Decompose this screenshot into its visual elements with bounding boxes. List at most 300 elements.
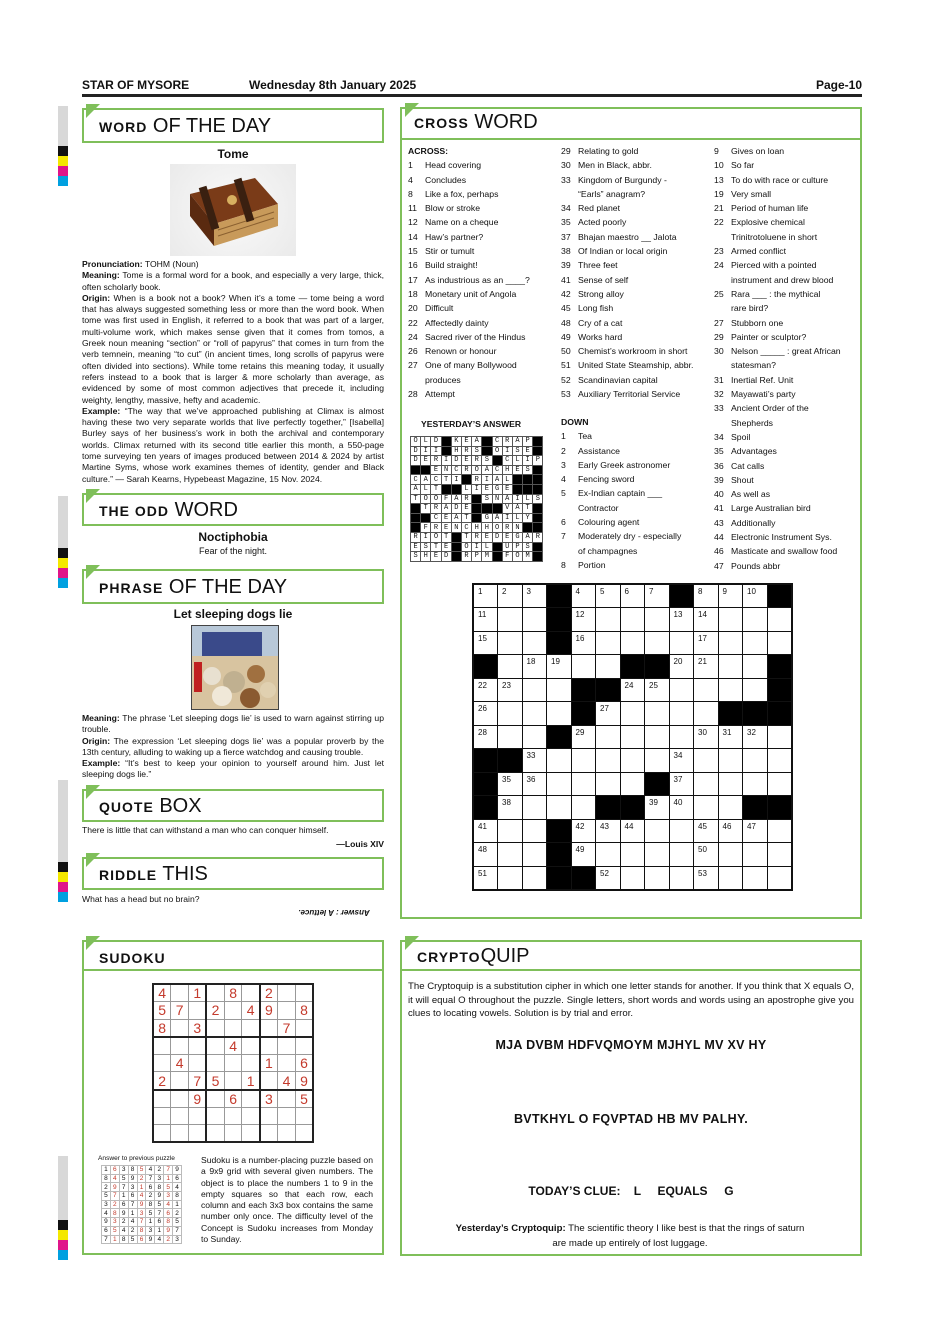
crossword-cell[interactable] — [498, 866, 523, 890]
sudoku-cell[interactable] — [206, 1019, 224, 1037]
clue-number: 34 — [561, 203, 571, 214]
sudoku-cell[interactable] — [278, 1002, 296, 1020]
sudoku-cell[interactable] — [295, 1019, 313, 1037]
crossword-cell[interactable] — [620, 772, 645, 796]
sudoku-cell[interactable] — [206, 984, 224, 1002]
crossword-cell[interactable] — [669, 702, 694, 726]
answer-block — [512, 484, 522, 494]
crossword-cell[interactable] — [498, 819, 523, 843]
crossword-cell[interactable] — [669, 749, 694, 773]
crossword-cell[interactable] — [522, 866, 547, 890]
crossword-cell[interactable] — [743, 608, 768, 632]
sudoku-cell[interactable] — [171, 1125, 189, 1143]
crossword-cell[interactable] — [620, 584, 645, 608]
answer-cell: E — [512, 465, 522, 475]
crossword-cell[interactable] — [694, 796, 719, 820]
answer-cell: R — [461, 465, 471, 475]
crossword-block — [645, 655, 670, 679]
sudoku-cell[interactable] — [242, 1019, 260, 1037]
crossword-cell[interactable] — [718, 772, 743, 796]
crossword-cell[interactable] — [694, 772, 719, 796]
sudoku-cell[interactable] — [260, 1107, 278, 1125]
cell-number: 50 — [698, 845, 707, 854]
answer-cell: K — [451, 437, 461, 447]
crossword-cell[interactable] — [743, 843, 768, 867]
crossword-cell[interactable] — [498, 702, 523, 726]
crossword-cell[interactable] — [596, 819, 621, 843]
crossword-cell[interactable] — [596, 843, 621, 867]
crossword-cell[interactable] — [743, 655, 768, 679]
clue-number: 33 — [714, 403, 724, 414]
clue-item — [561, 387, 693, 401]
answer-block — [451, 542, 461, 552]
sudoku-cell[interactable] — [171, 1107, 189, 1125]
crossword-cell[interactable] — [571, 631, 596, 655]
sudoku-cell[interactable] — [242, 984, 260, 1002]
clue-item — [714, 287, 841, 301]
crossword-cell[interactable] — [743, 819, 768, 843]
sudoku-cell[interactable] — [260, 1125, 278, 1143]
sudoku-cell[interactable] — [224, 1125, 242, 1143]
sudoku-cell[interactable] — [224, 1072, 242, 1090]
crossword-cell[interactable] — [718, 631, 743, 655]
crossword-cell[interactable] — [645, 749, 670, 773]
clue-number: 10 — [714, 160, 724, 171]
crossword-cell[interactable] — [547, 702, 572, 726]
sudoku-cell[interactable] — [206, 1054, 224, 1072]
answer-cell: I — [502, 513, 512, 523]
answer-cell: E — [461, 456, 471, 466]
crossword-cell[interactable] — [669, 655, 694, 679]
riddle-question: What has a head but no brain? — [82, 894, 200, 904]
prev-sudoku-cell: 2 — [102, 1183, 111, 1192]
clue-number: 40 — [714, 489, 724, 500]
crossword-cell[interactable] — [522, 796, 547, 820]
prev-sudoku-cell: 7 — [128, 1200, 137, 1209]
clue-number: 33 — [561, 174, 571, 185]
sudoku-cell[interactable] — [189, 1002, 207, 1020]
crossword-cell[interactable] — [669, 796, 694, 820]
prev-sudoku-cell: 2 — [164, 1235, 173, 1244]
crossword-cell[interactable] — [596, 631, 621, 655]
clue-item — [408, 273, 530, 287]
sudoku-cell[interactable] — [153, 1037, 171, 1055]
sudoku-cell[interactable] — [242, 1090, 260, 1108]
crossword-cell[interactable] — [694, 819, 719, 843]
crossword-cell[interactable] — [620, 702, 645, 726]
crossword-cell[interactable] — [522, 702, 547, 726]
sudoku-cell: 3 — [189, 1019, 207, 1037]
crossword-cell[interactable] — [571, 655, 596, 679]
clue-item — [561, 301, 693, 315]
crossword-cell[interactable] — [767, 819, 792, 843]
answer-cell: L — [512, 456, 522, 466]
sudoku-cell[interactable] — [206, 1037, 224, 1055]
crossword-cell[interactable] — [669, 819, 694, 843]
sudoku-cell: 5 — [295, 1090, 313, 1108]
sudoku-cell[interactable] — [189, 1125, 207, 1143]
sudoku-cell[interactable] — [189, 1037, 207, 1055]
crossword-cell[interactable] — [767, 608, 792, 632]
prev-sudoku-cell: 5 — [146, 1209, 155, 1218]
crossword-cell[interactable] — [473, 702, 498, 726]
crossword-cell[interactable] — [645, 608, 670, 632]
crossword-cell[interactable] — [743, 749, 768, 773]
sudoku-cell[interactable] — [295, 984, 313, 1002]
crossword-cell[interactable] — [473, 819, 498, 843]
answer-cell: E — [441, 542, 451, 552]
clue-item — [714, 501, 841, 515]
crossword-cell[interactable] — [669, 725, 694, 749]
crossword-cell[interactable] — [718, 866, 743, 890]
crossword-cell[interactable] — [473, 608, 498, 632]
clue-number: 8 — [408, 188, 413, 199]
crossword-cell[interactable] — [694, 608, 719, 632]
crossword-cell[interactable] — [498, 631, 523, 655]
cell-number: 33 — [526, 751, 536, 760]
crossword-cell[interactable] — [743, 631, 768, 655]
crossword-cell[interactable] — [694, 749, 719, 773]
answer-cell: S — [512, 446, 522, 456]
crossword-cell[interactable] — [596, 702, 621, 726]
sudoku-cell[interactable] — [171, 1019, 189, 1037]
crossword-cell[interactable] — [522, 678, 547, 702]
phrase-title: PHRASE OF THE DAY — [99, 576, 288, 598]
answer-block — [492, 542, 502, 552]
crossword-cell[interactable] — [718, 796, 743, 820]
crossword-cell[interactable] — [498, 678, 523, 702]
prev-sudoku-cell: 5 — [173, 1218, 182, 1227]
answer-cell: R — [502, 437, 512, 447]
crossword-cell[interactable] — [596, 655, 621, 679]
sudoku-cell[interactable] — [278, 1090, 296, 1108]
sudoku-cell[interactable] — [153, 1054, 171, 1072]
crossword-cell[interactable] — [669, 631, 694, 655]
crossword-cell[interactable] — [767, 843, 792, 867]
sudoku-cell[interactable] — [189, 1107, 207, 1125]
cell-number: 7 — [649, 587, 654, 596]
crossword-cell[interactable] — [522, 843, 547, 867]
crossword-cell[interactable] — [718, 584, 743, 608]
crossword-block — [767, 678, 792, 702]
crossword-cell[interactable] — [767, 866, 792, 890]
answer-cell: I — [431, 446, 441, 456]
sudoku-cell[interactable] — [242, 1107, 260, 1125]
answer-cell: P — [472, 552, 482, 562]
crossword-cell[interactable] — [596, 584, 621, 608]
crossword-cell[interactable] — [522, 725, 547, 749]
sudoku-cell[interactable] — [224, 1107, 242, 1125]
crossword-cell[interactable] — [522, 584, 547, 608]
crossword-cell[interactable] — [498, 584, 523, 608]
answer-cell: C — [492, 465, 502, 475]
answer-cell: G — [512, 532, 522, 542]
cell-number: 26 — [478, 704, 487, 713]
prev-sudoku-cell: 6 — [146, 1183, 155, 1192]
clue-number: 22 — [408, 317, 418, 328]
prev-sudoku-cell: 6 — [164, 1209, 173, 1218]
crossword-cell[interactable] — [645, 678, 670, 702]
crossword-cell[interactable] — [522, 608, 547, 632]
sudoku-cell[interactable] — [171, 1090, 189, 1108]
registration-black — [58, 1220, 68, 1230]
crossword-cell[interactable] — [547, 749, 572, 773]
answer-cell: N — [441, 465, 451, 475]
prev-sudoku-cell: 5 — [128, 1235, 137, 1244]
cell-number: 18 — [526, 657, 536, 666]
crossword-cell[interactable] — [571, 725, 596, 749]
crossword-cell[interactable] — [669, 772, 694, 796]
clue-number: 32 — [714, 389, 724, 400]
crossword-cell[interactable] — [620, 725, 645, 749]
sudoku-cell[interactable] — [295, 1037, 313, 1055]
crossword-cell[interactable] — [596, 772, 621, 796]
answer-cell: E — [502, 484, 512, 494]
sudoku-cell[interactable] — [153, 1125, 171, 1143]
crossword-cell[interactable] — [596, 749, 621, 773]
crossword-cell[interactable] — [620, 631, 645, 655]
clue-text: Gives on loan — [731, 146, 785, 156]
clue-item — [561, 144, 693, 158]
crossword-cell[interactable] — [620, 843, 645, 867]
answer-block — [523, 484, 533, 494]
sudoku-cell[interactable] — [242, 1125, 260, 1143]
crossword-cell[interactable] — [694, 655, 719, 679]
crossword-cell[interactable] — [669, 608, 694, 632]
clue-item — [408, 158, 530, 172]
crossword-cell[interactable] — [571, 608, 596, 632]
answer-cell: S — [472, 446, 482, 456]
answer-block — [533, 513, 543, 523]
sudoku-cell[interactable] — [171, 1037, 189, 1055]
crossword-cell[interactable] — [571, 772, 596, 796]
crossword-block — [645, 772, 670, 796]
crossword-cell[interactable] — [743, 584, 768, 608]
crossword-cell[interactable] — [547, 796, 572, 820]
crossword-cell[interactable] — [473, 631, 498, 655]
sudoku-cell: 5 — [206, 1072, 224, 1090]
crossword-cell[interactable] — [743, 866, 768, 890]
crossword-cell[interactable] — [498, 843, 523, 867]
answer-cell: R — [431, 504, 441, 514]
answer-cell: E — [431, 465, 441, 475]
cell-number: 15 — [478, 633, 487, 643]
crossword-cell[interactable] — [694, 584, 719, 608]
crossword-cell[interactable] — [743, 772, 768, 796]
crossword-cell[interactable] — [767, 772, 792, 796]
cell-number: 3 — [526, 587, 531, 596]
crossword-cell[interactable] — [596, 608, 621, 632]
prev-sudoku-cell: 7 — [110, 1192, 119, 1201]
sudoku-cell[interactable] — [278, 1054, 296, 1072]
sudoku-cell[interactable] — [153, 1107, 171, 1125]
crossword-cell[interactable] — [547, 678, 572, 702]
crossword-cell[interactable] — [718, 655, 743, 679]
clue-text: Renown or honour — [425, 346, 497, 357]
sudoku-cell[interactable] — [206, 1125, 224, 1143]
sudoku-cell: 8 — [295, 1002, 313, 1020]
crossword-cell[interactable] — [645, 631, 670, 655]
crossword-cell[interactable] — [694, 678, 719, 702]
crossword-cell[interactable] — [522, 772, 547, 796]
sudoku-cell[interactable] — [278, 984, 296, 1002]
sudoku-cell[interactable] — [278, 1037, 296, 1055]
prev-sudoku-cell: 6 — [155, 1218, 164, 1227]
clue-text: Difficult — [425, 303, 454, 314]
crossword-cell[interactable] — [645, 725, 670, 749]
crossword-cell[interactable] — [669, 678, 694, 702]
crossword-cell[interactable] — [473, 678, 498, 702]
crossword-title-rule — [400, 138, 862, 140]
clue-item — [714, 316, 841, 330]
sudoku-cell[interactable] — [189, 1054, 207, 1072]
sudoku-cell[interactable] — [278, 1107, 296, 1125]
sudoku-cell[interactable] — [224, 1019, 242, 1037]
registration-black — [58, 548, 68, 558]
sudoku-cell[interactable] — [295, 1125, 313, 1143]
crossword-cell[interactable] — [498, 796, 523, 820]
sudoku-cell[interactable] — [260, 1037, 278, 1055]
crossword-cell[interactable] — [620, 819, 645, 843]
cell-number: 43 — [600, 821, 609, 831]
registration-cyan — [58, 892, 68, 902]
crossword-cell[interactable] — [620, 866, 645, 890]
sudoku-cell[interactable] — [278, 1125, 296, 1143]
crossword-cell[interactable] — [498, 608, 523, 632]
clue-item — [561, 429, 681, 443]
crossword-cell[interactable] — [547, 655, 572, 679]
answer-block — [421, 513, 431, 523]
answer-cell: T — [421, 504, 431, 514]
sudoku-cell[interactable] — [171, 1072, 189, 1090]
crossword-cell[interactable] — [571, 819, 596, 843]
crossword-cell[interactable] — [522, 631, 547, 655]
crossword-cell[interactable] — [522, 749, 547, 773]
clue-item — [714, 401, 841, 415]
crossword-cell[interactable] — [718, 749, 743, 773]
answer-block — [441, 437, 451, 447]
phrase-origin: Origin: The expression ‘Let sleeping dogs lie’ was a popular proverb by the 13th century, alluding to waking up a fierce watchdog and causing trouble. — [82, 735, 384, 757]
crossword-cell[interactable] — [718, 819, 743, 843]
crossword-cell[interactable] — [571, 749, 596, 773]
crossword-cell[interactable] — [596, 866, 621, 890]
crossword-cell[interactable] — [547, 772, 572, 796]
crossword-block — [473, 749, 498, 773]
answer-cell: P — [512, 542, 522, 552]
crossword-cell[interactable] — [571, 584, 596, 608]
crossword-cell[interactable] — [694, 843, 719, 867]
crossword-cell[interactable] — [498, 772, 523, 796]
answer-cell: I — [421, 532, 431, 542]
sudoku-cell[interactable] — [224, 1002, 242, 1020]
clue-text: One of many Bollywood — [425, 360, 517, 371]
sudoku-cell[interactable] — [206, 1090, 224, 1108]
phrase-body — [82, 713, 384, 781]
crossword-cell[interactable] — [473, 843, 498, 867]
prev-answer-label: Answer to previous puzzle — [98, 1155, 175, 1162]
crossword-cell[interactable] — [767, 749, 792, 773]
answer-cell: I — [482, 475, 492, 485]
crossword-cell[interactable] — [743, 678, 768, 702]
yesterday-cryptoquip: Yesterday’s Cryptoquip: The scientific theory I like best is that the rings of saturn are made up entirely of lost luggage. — [455, 1223, 805, 1249]
sudoku-cell[interactable] — [242, 1037, 260, 1055]
crossword-cell[interactable] — [645, 702, 670, 726]
odd-word-title: THE ODD WORD — [99, 499, 238, 521]
crossword-cell[interactable] — [718, 843, 743, 867]
crossword-cell[interactable] — [571, 796, 596, 820]
crossword-cell[interactable] — [498, 725, 523, 749]
clue-number: 4 — [408, 174, 413, 185]
sudoku-cell: 2 — [153, 1072, 171, 1090]
sudoku-cell[interactable] — [242, 1054, 260, 1072]
clue-item: produces — [425, 374, 461, 385]
clue-text: Nelson _____ : great African — [731, 346, 841, 357]
crossword-cell[interactable] — [718, 608, 743, 632]
crossword-cell[interactable] — [718, 678, 743, 702]
crossword-cell[interactable] — [522, 655, 547, 679]
crossword-cell[interactable] — [571, 843, 596, 867]
clue-text: Painter or sculptor? — [731, 331, 807, 342]
crossword-cell[interactable] — [473, 866, 498, 890]
clue-number: 41 — [561, 274, 571, 285]
sudoku-cell[interactable] — [260, 1019, 278, 1037]
answer-cell: T — [431, 542, 441, 552]
answer-cell: R — [461, 494, 471, 504]
crossword-cell[interactable] — [767, 725, 792, 749]
crossword-cell[interactable] — [645, 584, 670, 608]
crossword-cell[interactable] — [645, 819, 670, 843]
crossword-cell[interactable] — [473, 584, 498, 608]
crossword-cell[interactable] — [767, 631, 792, 655]
sudoku-cell[interactable] — [171, 984, 189, 1002]
crossword-cell[interactable] — [645, 796, 670, 820]
crossword-cell[interactable] — [669, 866, 694, 890]
crossword-cell[interactable] — [694, 725, 719, 749]
meaning: Meaning: Tome is a formal word for a book, and especially a very large, thick, often scholarly book. — [82, 270, 384, 292]
crossword-cell[interactable] — [645, 843, 670, 867]
answer-cell: I — [512, 494, 522, 504]
crossword-cell[interactable] — [473, 725, 498, 749]
crossword-cell[interactable] — [743, 725, 768, 749]
crossword-cell[interactable] — [694, 866, 719, 890]
clue-number: 27 — [714, 317, 724, 328]
crossword-cell[interactable] — [596, 725, 621, 749]
cell-number: 19 — [551, 657, 560, 666]
sudoku-cell[interactable] — [153, 1090, 171, 1108]
crossword-cell[interactable] — [669, 843, 694, 867]
crossword-cell[interactable] — [620, 678, 645, 702]
sudoku-cell[interactable] — [206, 1107, 224, 1125]
answer-cell: U — [502, 542, 512, 552]
answer-cell: R — [472, 475, 482, 485]
crossword-cell[interactable] — [620, 749, 645, 773]
sudoku-cell[interactable] — [295, 1107, 313, 1125]
clue-item — [561, 230, 693, 244]
answer-cell: O — [431, 494, 441, 504]
crossword-cell[interactable] — [498, 655, 523, 679]
crossword-cell[interactable] — [645, 866, 670, 890]
crossword-cell[interactable] — [522, 819, 547, 843]
answer-cell: A — [451, 494, 461, 504]
sudoku-cell[interactable] — [224, 1054, 242, 1072]
clue-text: Long fish — [578, 303, 614, 314]
sudoku-cell[interactable] — [260, 1072, 278, 1090]
clue-item — [714, 158, 841, 172]
crossword-cell[interactable] — [694, 631, 719, 655]
crossword-cell[interactable] — [620, 608, 645, 632]
crossword-cell[interactable] — [694, 702, 719, 726]
crossword-cell[interactable] — [718, 725, 743, 749]
